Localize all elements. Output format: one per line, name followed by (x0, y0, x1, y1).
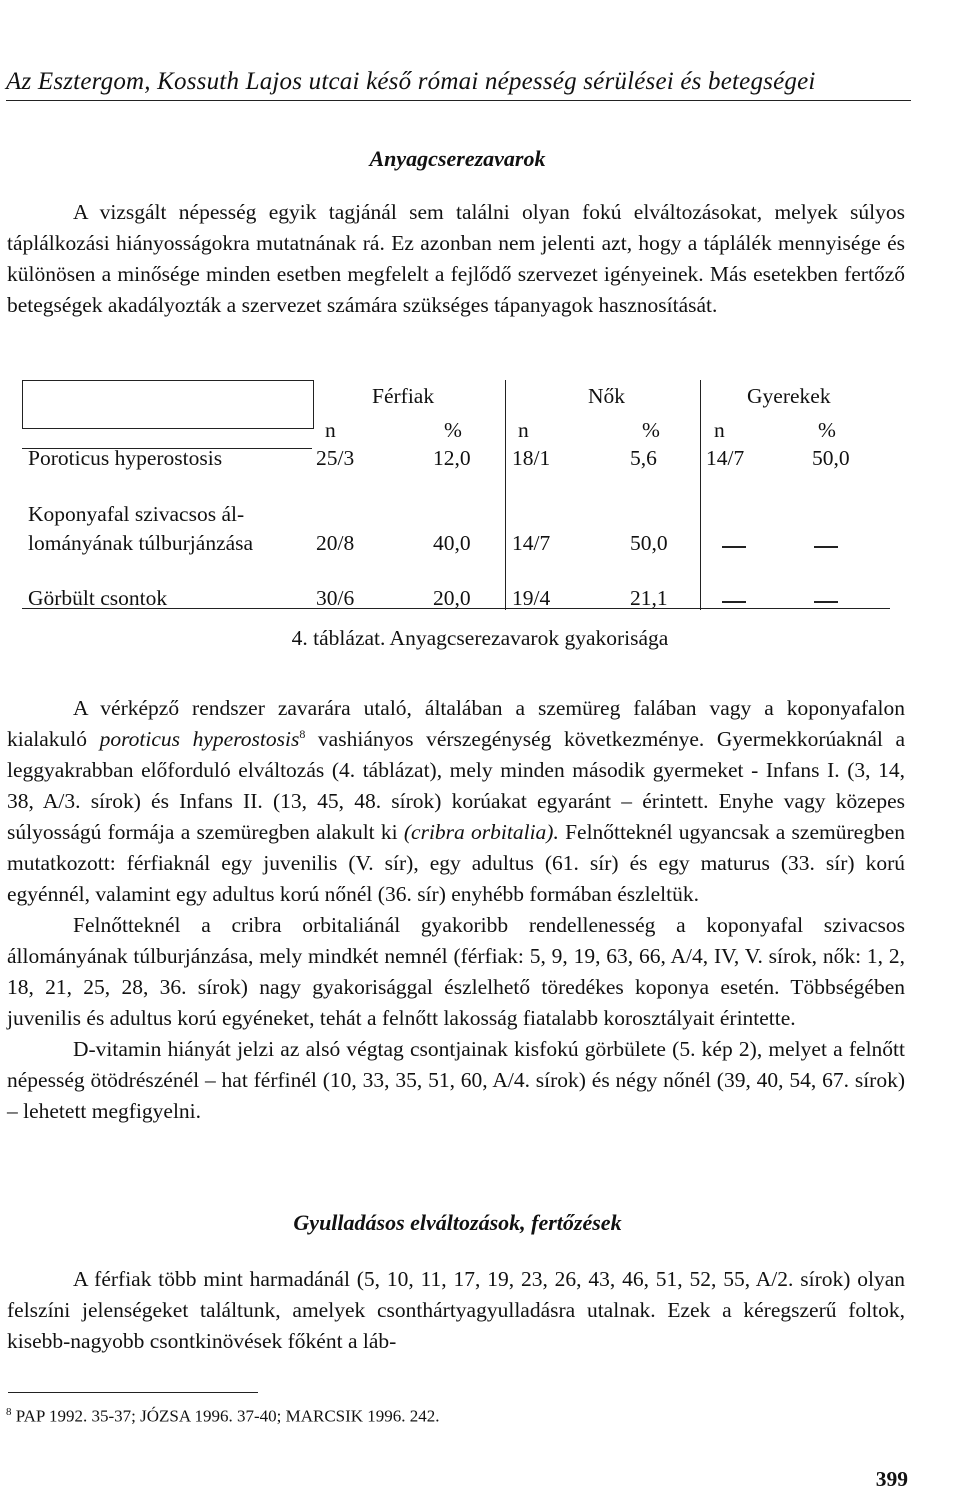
table-cell: 20/8 (316, 531, 355, 555)
table-cell: 19/4 (512, 586, 551, 610)
subheader-percent: % (444, 418, 462, 442)
p1-text-c: Felnőtteknél ugyancsak a szemüregben mutatkozott: férfiaknál egy juvenilis (V. sír), egy adultus (61. sír) és egy maturus (33. sír) korú egyénnél, valamint egy adultus korú nőnél (36. sír) enyhébb formában észleltük. (7, 820, 905, 906)
running-head: Az Esztergom, Kossuth Lajos utcai késő római népesség sérülései és betegségei (6, 68, 911, 101)
table-cell-dash (722, 586, 748, 611)
p1-italic-term: poroticus hyperostosis (99, 727, 300, 751)
table-divider (700, 380, 701, 610)
row-label-koponyafal-2: lományának túlburjánzása (28, 531, 254, 555)
paragraph-2: Felnőtteknél a cribra orbitaliánál gyakoribb rendellenesség a koponyafal szivacsos állományának túlburjánzása, mely mindkét nemnél (férfiak: 5, 9, 19, 63, 66, A/4, IV, V. sírok, nők: 1, 2, 18, 21, 25, 28, 36. sírok) nagy gyakorisággal észlelhető töredékes koponya esetén. Többségében juvenilis és adultus korú egyéneket, tehát a felnőtt lakosság fiatalabb korosztályait érintette. (7, 913, 905, 1030)
footnote-text: PAP 1992. 35-37; JÓZSA 1996. 37-40; MARCSIK 1996. 242. (11, 1406, 440, 1426)
subheader-percent: % (818, 418, 836, 442)
row-label-poroticus: Poroticus hyperostosis (28, 446, 223, 470)
table-cell: 14/7 (706, 446, 745, 470)
header-nok: Nők (588, 384, 626, 408)
dash-mark (814, 546, 838, 548)
table-cell: 25/3 (316, 446, 355, 470)
table-cell-dash (814, 586, 840, 611)
table-cell: 12,0 (433, 446, 471, 470)
intro-paragraph (7, 197, 905, 321)
header-gyerekek: Gyerekek (747, 384, 831, 408)
dash-mark (722, 546, 746, 548)
section-heading-anyagcserezavarok: Anyagcserezavarok (369, 146, 546, 171)
table-cell: 14/7 (512, 531, 551, 555)
subheader-n: n (518, 418, 529, 442)
section2-paragraph-text: A férfiak több mint harmadánál (5, 10, 11, 17, 19, 23, 26, 43, 46, 51, 52, 55, A/2. sírok) olyan felszíni jelenségeket találtunk, amelyek csonthártyagyulladásra utalnak. Ezek a kéregszerű foltok, kisebb-nagyobb csontkinövések főként a láb- (7, 1267, 905, 1353)
paragraph-1 (7, 693, 905, 910)
table-cell: 30/6 (316, 586, 355, 610)
table-empty-corner (22, 380, 314, 429)
table-cell: 40,0 (433, 531, 471, 555)
body-text (7, 693, 905, 1127)
paragraph-3: D-vitamin hiányát jelzi az alsó végtag csontjainak kisfokú görbülete (5. kép 2), melyet a felnőtt népesség ötödrészénél – hat férfinél (10, 33, 35, 51, 60, A/4. sírok) és négy nőnél (39, 40, 54, 67. sírok) – lehetett megfigyelni. (7, 1037, 905, 1123)
table-cell: 21,1 (630, 586, 668, 610)
table-cell: 5,6 (630, 446, 657, 470)
subheader-percent: % (642, 418, 660, 442)
subheader-n: n (714, 418, 725, 442)
table-cell-dash (722, 531, 748, 556)
footnote-rule (8, 1392, 258, 1393)
footnote (6, 1406, 440, 1427)
footnote-ref: 8 (299, 726, 306, 741)
footnote-number: 8 (6, 1406, 12, 1418)
table-divider (505, 380, 506, 610)
page-number: 399 (875, 1467, 908, 1491)
header-ferfiak: Férfiak (372, 384, 435, 408)
row-label-koponyafal-1: Koponyafal szivacsos ál- (28, 502, 245, 526)
table-4 (22, 380, 890, 610)
intro-paragraph-text: A vizsgált népesség egyik tagjánál sem találni olyan fokú elváltozásokat, melyek súlyos táplálkozási hiányosságokra mutatnának rá. Ez azonban nem jelenti azt, hogy a táplálék mennyisége és különösen a minősége minden esetben megfelelt a fejlődő szervezet igényeinek. Más esetekben fertőző betegségek akadályozták a szervezet számára szükséges tápanyagok hasznosítását. (7, 200, 905, 317)
dash-mark (722, 601, 746, 603)
p1-text-b: vashiányos vérszegénység következménye. Gyermekkorúaknál a leggyakrabban előforduló elváltozás (4. táblázat), mely minden második gyermeket - Infans I. (3, 14, 38, A/3. sírok) és Infans II. (13, 45, 48. sírok) korúakat egyaránt – érintett. Enyhe vagy közepes súlyosságú formája a szemüregben alakult ki (7, 727, 905, 844)
section2-paragraph (7, 1264, 905, 1357)
table-cell: 18/1 (512, 446, 551, 470)
p1-text-a: A vérképző rendszer zavarára utaló, általában a szemüreg falában vagy a koponyafalon kialakuló (7, 696, 905, 751)
table-cell-dash (814, 531, 840, 556)
p1-italic-cribra: (cribra orbitalia). (403, 820, 559, 844)
row-label-gorbult: Görbült csontok (28, 586, 168, 610)
table-cell: 50,0 (812, 446, 850, 470)
table-caption: 4. táblázat. Anyagcserezavarok gyakorisága (291, 626, 669, 650)
dash-mark (814, 601, 838, 603)
table-cell: 20,0 (433, 586, 471, 610)
section-heading-gyulladasos: Gyulladásos elváltozások, fertőzések (293, 1210, 622, 1235)
subheader-n: n (325, 418, 336, 442)
table-cell: 50,0 (630, 531, 668, 555)
